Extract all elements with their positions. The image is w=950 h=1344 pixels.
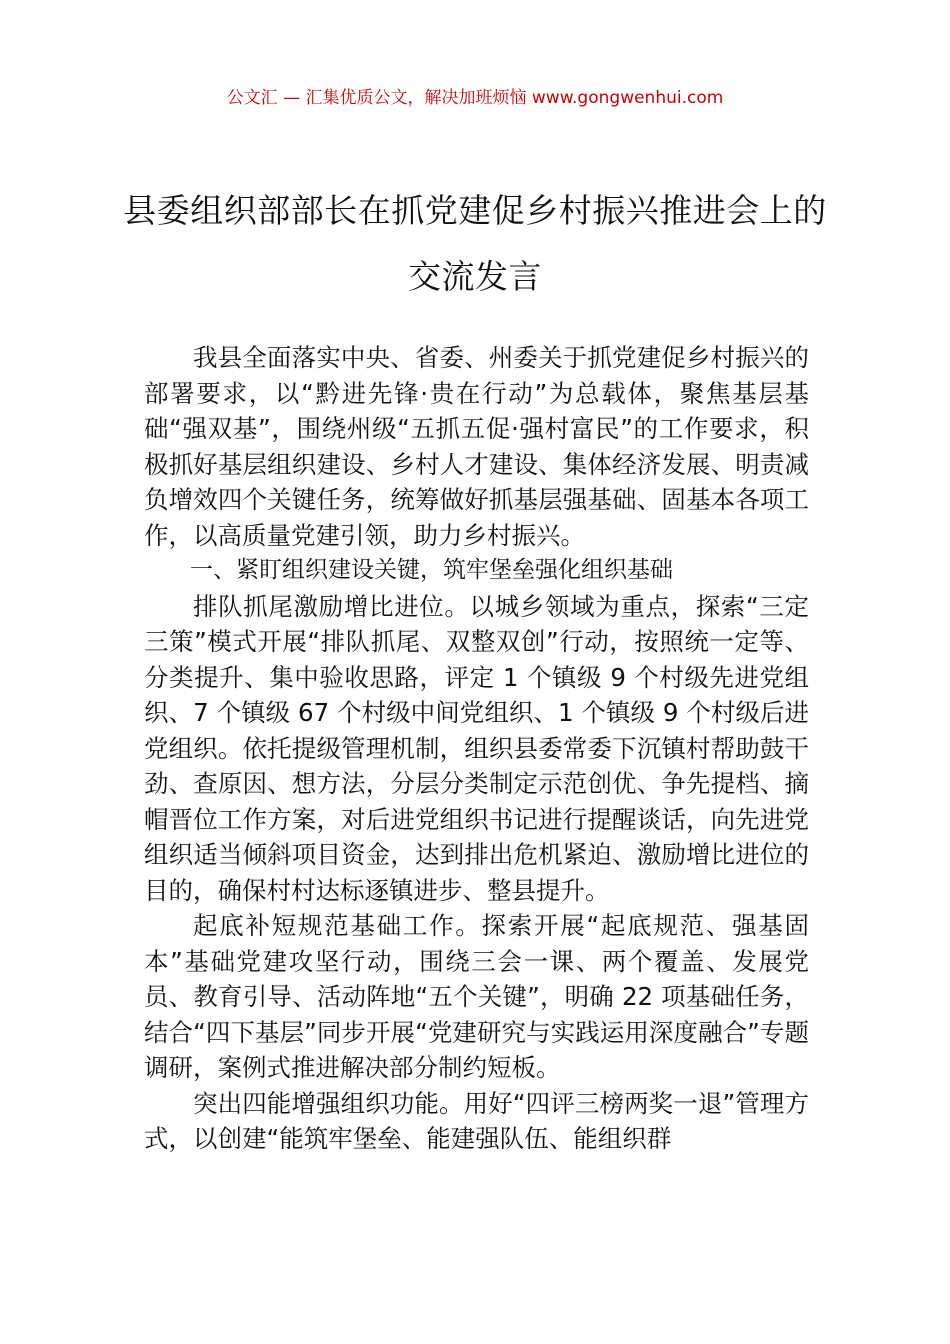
body-paragraph: 突出四能增强组织功能。用好“四评三榜两奖一退”管理方式，以创建“能筑牢堡垒、能建强队伍、能组织群 [144, 1088, 809, 1153]
body-paragraph: 起底补短规范基础工作。探索开展“起底规范、强基固本”基础党建攻坚行动，围绕三会一课、两个覆盖、发展党员、教育引导、活动阵地“五个关键”，明确 22 项基础任务，结合“四下基层”同步开展“党建研究与实践运用深度融合”专题调研，案例式推进解决部分制约短板。 [144, 911, 809, 1082]
header-banner: 公文汇 — 汇集优质公文，解决加班烦恼 www.gongwenhui.com [226, 88, 724, 108]
section-heading-1: 一、紧盯组织建设关键，筑牢堡垒强化组织基础 [190, 557, 673, 583]
document-body [144, 340, 809, 1157]
body-paragraph: 排队抓尾激励增比进位。以城乡领域为重点，探索“三定三策”模式开展“排队抓尾、双整双创”行动，按照统一定等、分类提升、集中验收思路，评定 1 个镇级 9 个村级先进党组织、7 个镇级 67 个村级中间党组织、1 个镇级 9 个村级后进党组织。依托提级管理机制，组织县委常委下沉镇村帮助鼓干劲、查原因、想方法，分层分类制定示范创优、争先提档、摘帽晋位工作方案，对后进党组织书记进行提醒谈话，向先进党组织适当倾斜项目资金，达到排出危机紧迫、激励增比进位的目的，确保村村达标逐镇进步、整县提升。 [144, 591, 809, 905]
document-title: 县委组织部部长在抓党建促乡村振兴推进会上的交流发言 [123, 191, 827, 296]
intro-paragraph: 我县全面落实中央、省委、州委关于抓党建促乡村振兴的部署要求，以“黔进先锋·贵在行动”为总载体，聚焦基层基础“强双基”，围绕州级“五抓五促·强村富民”的工作要求，积极抓好基层组织建设、乡村人才建设、集体经济发展、明责减负增效四个关键任务，统筹做好抓基层强基础、固基本各项工作，以高质量党建引领，助力乡村振兴。 [144, 343, 809, 550]
